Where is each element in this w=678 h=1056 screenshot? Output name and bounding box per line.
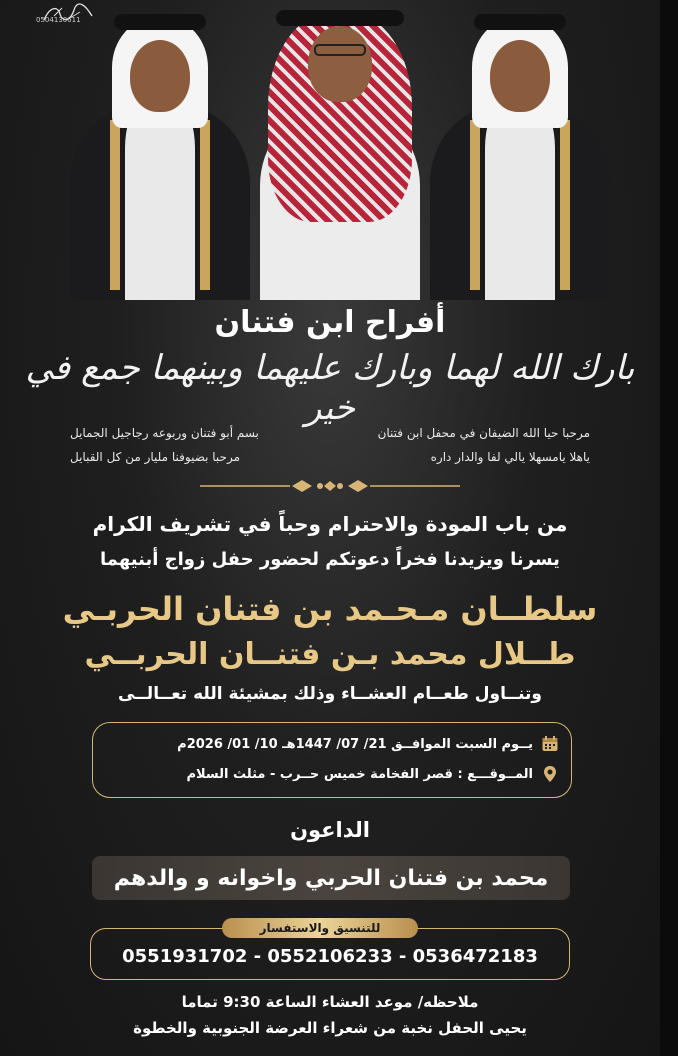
- verse-1b: بسم أبو فتنان وربوعه رجاجيل الجمايل: [70, 426, 259, 440]
- verse-row-1: [70, 426, 590, 440]
- father-middle-figure: [250, 0, 430, 300]
- verse-2a: ياهلا يامسهلا يالي لفا والدار داره: [430, 450, 590, 464]
- coordination-label: للتنسيق والاستفسار: [222, 918, 418, 938]
- hosts-title: الداعون: [290, 818, 370, 842]
- date-line: [177, 735, 559, 753]
- dinner-line: وتنــاول طعــام العشــاء وذلك بمشيئة الله تعــالــى: [117, 684, 542, 704]
- invitation-line-1: من باب المودة والاحترام وحباً في تشريف الكرام: [92, 512, 568, 536]
- location-text: المــوقـــع : قصر الفخامة خميس حــرب - مثلث السلام: [186, 766, 533, 782]
- date-text: يــوم السبت الموافــق 21/ 07/ 1447هـ 10/ 01/ 2026م: [177, 736, 533, 752]
- verse-2b: مرحبا بضيوفنا مليار من كل القبايل: [70, 450, 240, 464]
- groom-right-figure: [430, 10, 610, 300]
- coordination-phones[interactable]: 0551931702 - 0552106233 - 0536472183: [122, 946, 538, 967]
- blessing-calligraphy: بارك الله لهما وبارك عليهما وبينهما جمع في خير: [25, 348, 635, 428]
- phone-tag: 0504130611: [36, 16, 81, 24]
- verse-1a: مرحبا حيا الله الضيفان في محفل ابن فتنان: [377, 426, 590, 440]
- grooms-photo: [60, 0, 620, 300]
- verse-row-2: [70, 450, 590, 464]
- groom-name-2: طــلال محمد بـن فتنــان الحربــي: [84, 637, 576, 672]
- event-details-box: [92, 722, 572, 798]
- ornament-divider: [200, 476, 460, 496]
- calendar-icon: [541, 735, 559, 753]
- right-border-strip: [660, 0, 678, 1056]
- note-dinner-time: ملاحظه/ موعد العشاء الساعة 9:30 تماما: [181, 993, 479, 1011]
- groom-name-1: سلطــان مـحـمد بن فتنان الحربـي: [62, 590, 598, 628]
- invitation-line-2: يسرنا ويزيدنا فخراً دعوتكم لحضور حفل زواج أبنيهما: [100, 549, 560, 570]
- hosts-names-box: [92, 856, 570, 900]
- location-pin-icon: [541, 765, 559, 783]
- groom-left-figure: [70, 10, 250, 300]
- hosts-names: محمد بن فتنان الحربي واخوانه و والدهم: [113, 865, 549, 891]
- location-line: [187, 765, 559, 783]
- event-title: أفراح ابن فتنان: [214, 305, 446, 340]
- note-poets: يحيى الحفل نخبة من شعراء العرضة الجنوبية والخطوة: [133, 1019, 527, 1037]
